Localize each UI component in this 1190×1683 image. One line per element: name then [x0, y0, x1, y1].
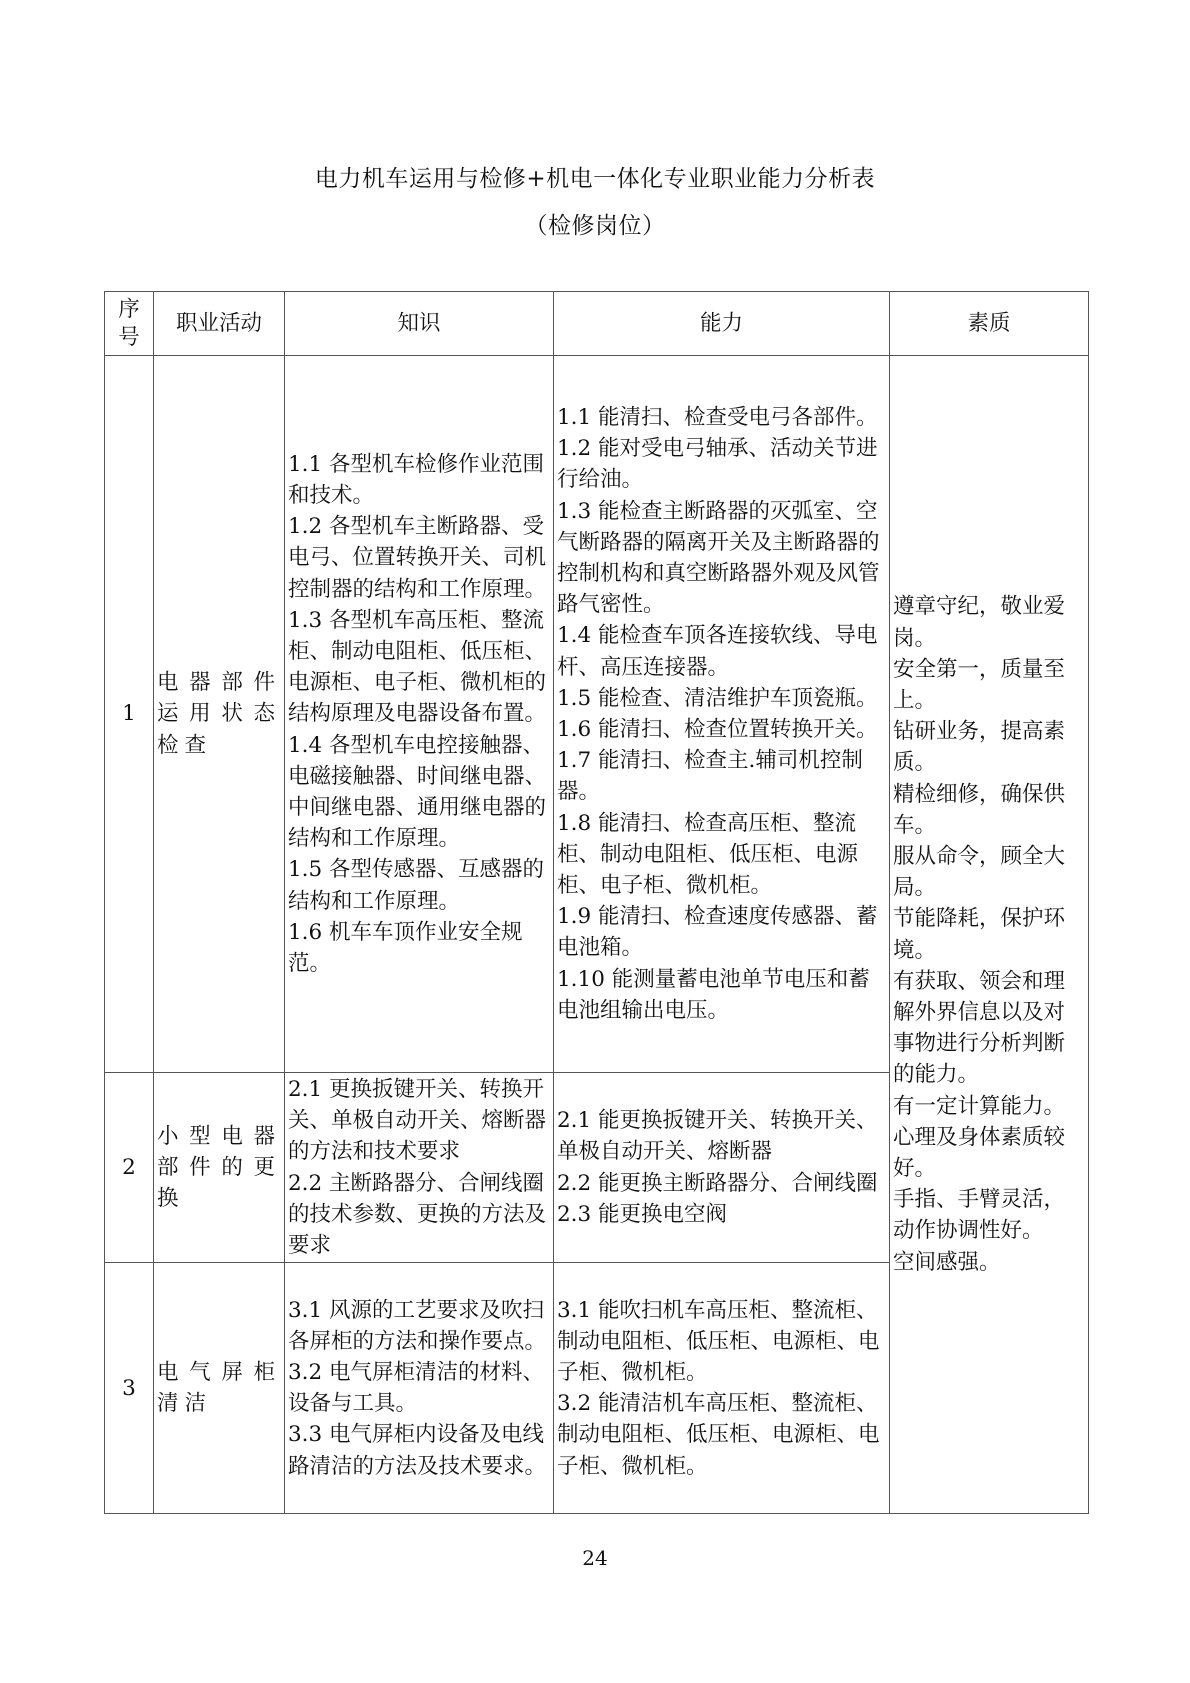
row-activity: 小型电器部件的更换	[154, 1073, 285, 1263]
ability-item: 1.6 能清扫、检查位置转换开关。	[557, 717, 878, 742]
row-seq: 1	[105, 356, 154, 1073]
quality-item: 安全第一，质量至上。	[893, 656, 1066, 713]
ability-item: 1.9 能清扫、检查速度传感器、蓄电池箱。	[557, 904, 878, 961]
knowledge-item: 3.2 电气屏柜清洁的材料、设备与工具。	[288, 1360, 545, 1417]
header-knowledge: 知识	[285, 292, 554, 356]
knowledge-item: 2.1 更换扳键开关、转换开关、单极自动开关、熔断器的方法和技术要求	[288, 1077, 547, 1165]
quality-item: 心理及身体素质较好。	[893, 1124, 1066, 1182]
quality-item: 钻研业务，提高素质。	[893, 719, 1066, 776]
quality-item: 服从命令，顾全大局。	[893, 844, 1066, 901]
ability-item: 3.2 能清洁机车高压柜、整流柜、制动电阻柜、低压柜、电源柜、电子柜、微机柜。	[557, 1391, 880, 1479]
quality-item: 手指、手臂灵活，动作协调性好。	[893, 1187, 1066, 1244]
document-subtitle: （检修岗位）	[524, 213, 666, 239]
row-seq: 2	[105, 1073, 154, 1263]
row-knowledge	[285, 356, 554, 1073]
ability-item: 1.8 能清扫、检查高压柜、整流柜、制动电阻柜、低压柜、电源柜、电子柜、微机柜。	[557, 810, 859, 899]
quality-item: 空间感强。	[893, 1249, 1001, 1275]
quality-item: 节能降耗，保护环境。	[893, 906, 1066, 963]
competency-table	[104, 291, 1089, 1514]
knowledge-item: 1.6 机车车顶作业安全规范。	[288, 919, 523, 977]
ability-item: 2.2 能更换主断路器分、合闸线圈	[557, 1170, 878, 1196]
ability-item: 1.3 能检查主断路器的灭弧室、空气断路器的隔离开关及主断路器的控制机构和真空断路器外观及风管路气密性。	[557, 498, 880, 618]
knowledge-item: 2.2 主断路器分、合闸线圈的技术参数、更换的方法及要求	[288, 1170, 547, 1259]
header-quality: 素质	[890, 292, 1089, 356]
quality-item: 有一定计算能力。	[893, 1093, 1066, 1119]
ability-item: 1.1 能清扫、检查受电弓各部件。	[557, 404, 878, 430]
ability-item: 3.1 能吹扫机车高压柜、整流柜、制动电阻柜、低压柜、电源柜、电子柜、微机柜。	[557, 1297, 880, 1386]
quality-item: 有获取、领会和理解外界信息以及对事物进行分析判断的能力。	[893, 968, 1066, 1088]
row-activity: 电气屏柜清洁	[154, 1263, 285, 1514]
ability-item: 1.10 能测量蓄电池单节电压和蓄电池组输出电压。	[557, 966, 870, 1023]
ability-item: 2.3 能更换电空阀	[557, 1201, 728, 1227]
row-seq: 3	[105, 1263, 154, 1514]
knowledge-item: 1.3 各型机车高压柜、整流柜、制动电阻柜、低压柜、电源柜、电子柜、微机柜的结构原理及电器设备布置。	[288, 607, 547, 727]
table-row	[105, 356, 1089, 1073]
row-ability	[554, 1263, 890, 1514]
knowledge-item: 1.1 各型机车检修作业范围和技术。	[288, 451, 545, 508]
quality-item: 遵章守纪，敬业爱岗。	[893, 594, 1066, 651]
ability-item: 1.4 能检查车顶各连接软线、导电杆、高压连接器。	[557, 623, 878, 680]
header-seq: 序号	[105, 292, 154, 356]
ability-item: 1.2 能对受电弓轴承、活动关节进行给油。	[557, 436, 878, 493]
ability-item: 1.5 能检查、清洁维护车顶瓷瓶。	[557, 685, 878, 711]
header-row	[105, 292, 1089, 356]
row-activity: 电器部件运用状态检查	[154, 356, 285, 1073]
knowledge-item: 3.3 电气屏柜内设备及电线路清洁的方法及技术要求。	[288, 1422, 547, 1479]
ability-item: 2.1 能更换扳键开关、转换开关、单极自动开关、熔断器	[557, 1108, 878, 1165]
header-ability: 能力	[554, 292, 890, 356]
ability-item: 1.7 能清扫、检查主.辅司机控制器。	[557, 748, 863, 805]
page-number: 24	[582, 1546, 608, 1570]
row-ability	[554, 1073, 890, 1263]
knowledge-item: 1.5 各型传感器、互感器的结构和工作原理。	[288, 857, 545, 914]
row-knowledge	[285, 1073, 554, 1263]
knowledge-item: 1.2 各型机车主断路器、受电弓、位置转换开关、司机控制器的结构和工作原理。	[288, 514, 547, 602]
quality-item: 精检细修，确保供车。	[893, 781, 1066, 838]
knowledge-item: 1.4 各型机车电控接触器、电磁接触器、时间继电器、中间继电器、通用继电器的结构和工作原理。	[288, 732, 547, 852]
document-title: 电力机车运用与检修+机电一体化专业职业能力分析表	[314, 166, 876, 192]
row-knowledge	[285, 1263, 554, 1514]
row-ability	[554, 356, 890, 1073]
knowledge-item: 3.1 风源的工艺要求及吹扫各屏柜的方法和操作要点。	[288, 1297, 547, 1354]
quality-cell	[890, 356, 1089, 1514]
header-activity: 职业活动	[154, 292, 285, 356]
